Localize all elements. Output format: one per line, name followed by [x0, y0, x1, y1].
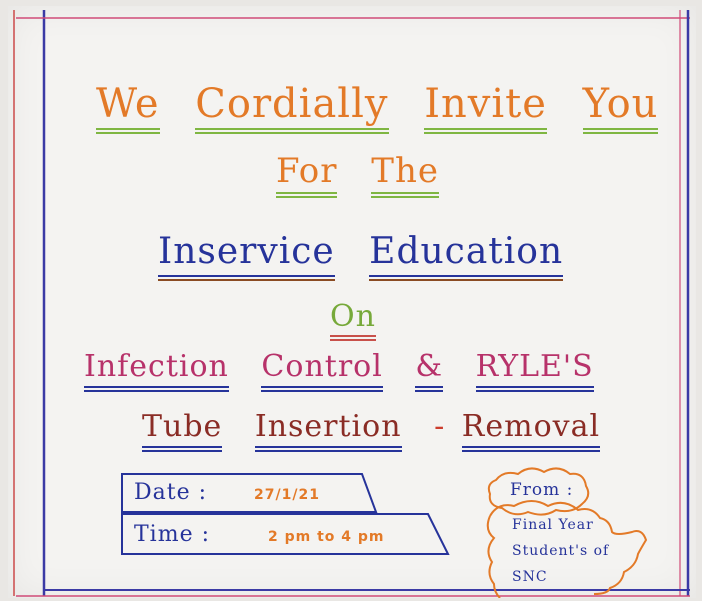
event-title-word: Inservice	[158, 231, 335, 272]
invite-line-2	[276, 151, 439, 191]
invite-word: For	[276, 151, 338, 191]
invite-word: The	[371, 151, 439, 191]
invite-word: You	[582, 81, 659, 127]
topic-line-2	[142, 409, 601, 444]
topic-word: Insertion	[254, 409, 402, 444]
invitation-card	[8, 6, 696, 598]
invite-word: We	[96, 81, 160, 127]
from-line: SNC	[512, 569, 548, 585]
time-value: 2 pm to 4 pm	[268, 529, 385, 545]
invite-word: Cordially	[195, 81, 389, 127]
event-title-line	[158, 231, 564, 272]
event-title-word: Education	[369, 231, 564, 272]
date-label: Date :	[134, 480, 208, 505]
topic-word: Infection	[84, 349, 229, 384]
topic-word: RYLE'S	[475, 349, 594, 384]
on-word-line	[330, 299, 376, 334]
from-line: Final Year	[512, 517, 594, 533]
topic-line-1	[84, 349, 594, 384]
invite-line-1	[96, 81, 659, 127]
topic-word: Control	[261, 349, 383, 384]
topic-word: Tube	[142, 409, 223, 444]
time-label: Time :	[134, 522, 210, 547]
from-label: From :	[510, 480, 574, 500]
from-scallop-left	[488, 516, 500, 598]
topic-word: Removal	[461, 409, 601, 444]
topic-dash: -	[434, 409, 446, 444]
topic-word: &	[415, 349, 444, 384]
from-line: Student's of	[512, 543, 610, 559]
date-value: 27/1/21	[254, 487, 320, 503]
invite-word: Invite	[424, 81, 547, 127]
on-word: On	[330, 299, 376, 334]
